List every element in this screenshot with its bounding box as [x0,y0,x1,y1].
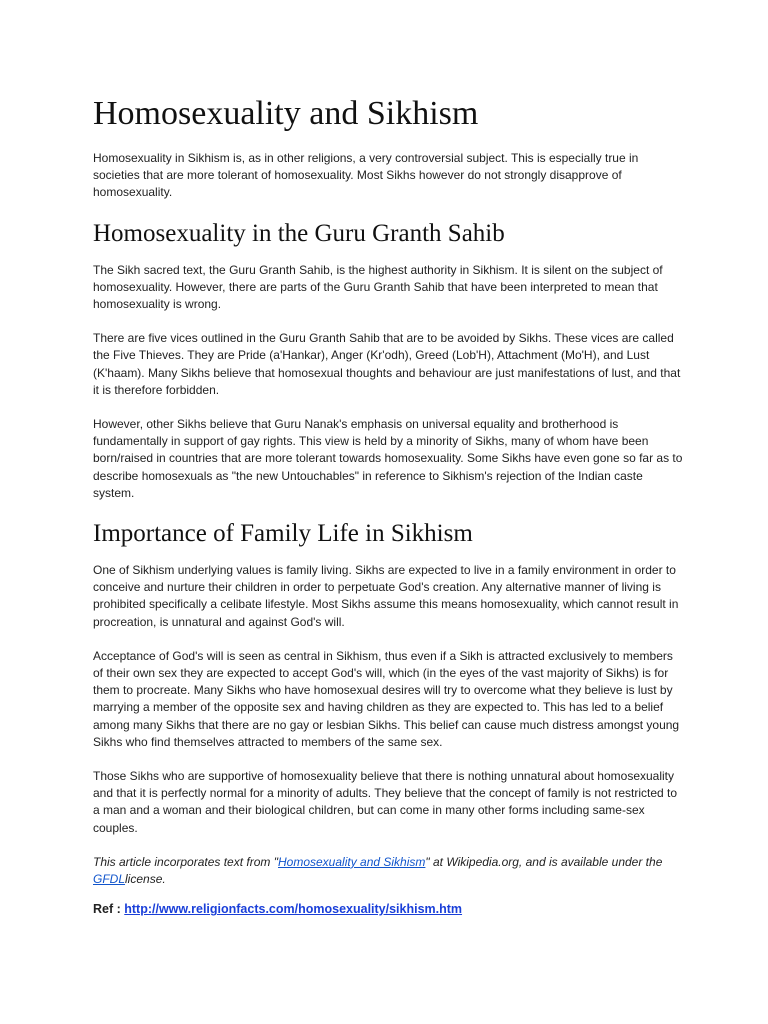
section2-paragraph-3: Those Sikhs who are supportive of homosexuality believe that there is nothing unnatural about homosexuality and that it is perfectly normal for a minority of adults. They believe that the concept of family is not restricted to a man and a woman and their biological children, but can come in many other forms including same-sex couples. [93,769,678,835]
attribution-middle: " at Wikipedia.org, and is available under the [425,854,663,869]
section-heading-guru-granth-sahib: Homosexuality in the Guru Granth Sahib [93,219,505,247]
section1-paragraph-2: There are five vices outlined in the Guru Granth Sahib that are to be avoided by Sikhs. These vices are called the Five Thieves. They are Pride (a'Hankar), Anger (Kr'odh), Greed (Lob'H), Attachment (Mo'H), and Lust (K'haam). Many Sikhs believe that homosexual thoughts and behaviour are just manifestations of lust, and that it is therefore forbidden. [93,331,681,397]
section2-paragraph-1: One of Sikhism underlying values is family living. Sikhs are expected to live in a family environment in order to conceive and nurture their children in order to perpetuate God's creation. Any alternative manner of living is prohibited specifically a celibate lifestyle. Most Sikhs assume this means homosexuality, which cannot result in procreation, is unnatural and against God's will. [93,563,679,629]
reference-line [93,901,683,918]
article-body [93,94,683,919]
page-title: Homosexuality and Sikhism [93,95,479,132]
reference-label: Ref : [93,902,125,917]
section1-paragraph-1: The Sikh sacred text, the Guru Granth Sahib, is the highest authority in Sikhism. It is silent on the subject of homosexuality. However, there are parts of the Guru Granth Sahib that have been interpreted to mean that homosexuality is wrong. [93,262,663,312]
attribution-prefix: This article incorporates text from " [93,854,278,869]
section1-paragraph-3: However, other Sikhs believe that Guru Nanak's emphasis on universal equality and brotherhood is fundamentally in support of gay rights. This view is held by a minority of Sikhs, many of whom have been born/raised in countries that are more tolerant towards homosexuality. Some Sikhs have even gone so far as to describe homosexuals as "the new Untouchables" in reference to Sikhism's rejection of the Indian caste system. [93,417,683,500]
reference-url-link[interactable]: http://www.religionfacts.com/homosexuality/sikhism.htm [124,902,463,917]
gfdl-license-link[interactable]: GFDL [93,872,126,887]
attribution-suffix: license. [125,872,166,887]
wikipedia-article-link[interactable]: Homosexuality and Sikhism [278,854,426,869]
section-heading-family-life: Importance of Family Life in Sikhism [93,520,473,548]
attribution-note [93,854,683,888]
section2-paragraph-2: Acceptance of God's will is seen as central in Sikhism, thus even if a Sikh is attracted exclusively to members of their own sex they are expected to accept God's will, which (in the eyes of the vast majority of Sikhs) is for them to procreate. Many Sikhs who have homosexual desires will try to overcome what they believe is lust by marrying a member of the opposite sex and having children as they are expected to. This has led to a belief among many Sikhs that there are no gay or lesbian Sikhs. This belief can cause much distress amongst young Sikhs who find themselves attracted to members of the same sex. [93,648,680,749]
intro-paragraph: Homosexuality in Sikhism is, as in other religions, a very controversial subject. This is especially true in societies that are more tolerant of homosexuality. Most Sikhs however do not strongly disapprove of homosexuality. [93,151,639,200]
